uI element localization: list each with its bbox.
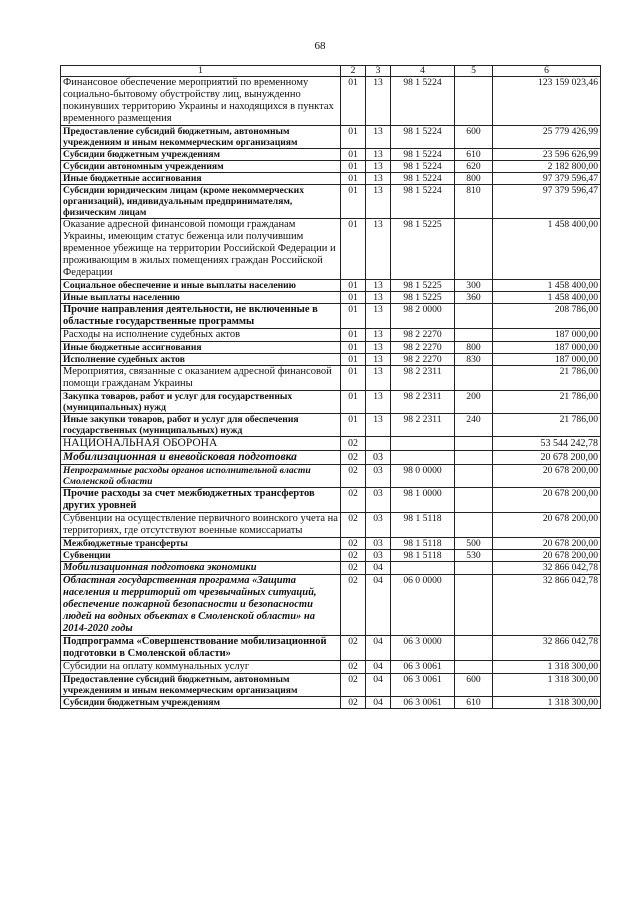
section-code-cell: 01 — [341, 304, 366, 329]
target-article-code-cell — [391, 437, 455, 451]
budget-table — [60, 65, 601, 709]
expense-type-code-cell: 810 — [455, 185, 493, 219]
subsection-code-cell: 13 — [366, 304, 391, 329]
expense-type-code-cell: 240 — [455, 414, 493, 437]
expense-type-code-cell — [455, 329, 493, 342]
row-name-cell: Финансовое обеспечение мероприятий по временному социально-бытовому обустройству лиц, вынужденно покинувших территорию Украины и находящихся в пунктах временного размещения — [61, 77, 341, 126]
row-name-cell: Субсидии на оплату коммунальных услуг — [61, 661, 341, 674]
amount-cell: 21 786,00 — [493, 366, 601, 391]
subsection-code-cell: 13 — [366, 391, 391, 414]
section-code-cell: 01 — [341, 219, 366, 280]
target-article-code-cell — [391, 451, 455, 465]
table-row — [61, 513, 601, 538]
section-code-cell: 01 — [341, 77, 366, 126]
subsection-code-cell: 13 — [366, 173, 391, 185]
row-name-cell: Социальное обеспечение и иные выплаты населению — [61, 280, 341, 292]
table-row — [61, 354, 601, 366]
row-name-cell: Субсидии бюджетным учреждениям — [61, 697, 341, 709]
row-name-cell: Расходы на исполнение судебных актов — [61, 329, 341, 342]
expense-type-code-cell — [455, 661, 493, 674]
table-row — [61, 465, 601, 488]
subsection-code-cell: 13 — [366, 185, 391, 219]
subsection-code-cell: 13 — [366, 280, 391, 292]
table-row — [61, 562, 601, 575]
column-header: 2 — [341, 66, 366, 77]
row-name-cell: НАЦИОНАЛЬНАЯ ОБОРОНА — [61, 437, 341, 451]
amount-cell: 1 318 300,00 — [493, 674, 601, 697]
table-row — [61, 366, 601, 391]
row-name-cell: Иные бюджетные ассигнования — [61, 173, 341, 185]
table-row — [61, 538, 601, 550]
table-header-row — [61, 66, 601, 77]
row-name-cell: Закупка товаров, работ и услуг для государственных (муниципальных) нужд — [61, 391, 341, 414]
table-row — [61, 149, 601, 161]
subsection-code-cell: 04 — [366, 575, 391, 636]
target-article-code-cell: 98 1 5224 — [391, 185, 455, 219]
target-article-code-cell: 06 0 0000 — [391, 575, 455, 636]
amount-cell: 25 779 426,99 — [493, 126, 601, 149]
section-code-cell: 01 — [341, 185, 366, 219]
subsection-code-cell: 04 — [366, 562, 391, 575]
row-name-cell: Иные закупки товаров, работ и услуг для обеспечения государственных (муниципальных) нужд — [61, 414, 341, 437]
amount-cell: 21 786,00 — [493, 414, 601, 437]
table-row — [61, 661, 601, 674]
table-row — [61, 173, 601, 185]
subsection-code-cell: 13 — [366, 366, 391, 391]
target-article-code-cell: 06 3 0000 — [391, 636, 455, 661]
table-row — [61, 342, 601, 354]
table-row — [61, 414, 601, 437]
subsection-code-cell: 13 — [366, 292, 391, 304]
subsection-code-cell: 04 — [366, 661, 391, 674]
table-row — [61, 550, 601, 562]
target-article-code-cell: 98 1 5225 — [391, 219, 455, 280]
amount-cell: 32 866 042,78 — [493, 636, 601, 661]
expense-type-code-cell — [455, 465, 493, 488]
section-code-cell: 01 — [341, 173, 366, 185]
section-code-cell: 01 — [341, 391, 366, 414]
target-article-code-cell: 98 1 5118 — [391, 513, 455, 538]
section-code-cell: 02 — [341, 697, 366, 709]
row-name-cell: Исполнение судебных актов — [61, 354, 341, 366]
subsection-code-cell: 03 — [366, 513, 391, 538]
target-article-code-cell: 98 2 2270 — [391, 354, 455, 366]
subsection-code-cell: 03 — [366, 538, 391, 550]
amount-cell: 20 678 200,00 — [493, 488, 601, 513]
subsection-code-cell: 13 — [366, 342, 391, 354]
expense-type-code-cell: 600 — [455, 674, 493, 697]
amount-cell: 187 000,00 — [493, 329, 601, 342]
expense-type-code-cell — [455, 219, 493, 280]
row-name-cell: Прочие направления деятельности, не включенные в областные государственные программы — [61, 304, 341, 329]
amount-cell: 20 678 200,00 — [493, 465, 601, 488]
target-article-code-cell: 98 1 5224 — [391, 126, 455, 149]
target-article-code-cell: 98 1 5224 — [391, 77, 455, 126]
row-name-cell: Мобилизационная подготовка экономики — [61, 562, 341, 575]
section-code-cell: 02 — [341, 575, 366, 636]
page-number: 68 — [314, 40, 326, 52]
target-article-code-cell: 98 2 2311 — [391, 391, 455, 414]
table-row — [61, 488, 601, 513]
subsection-code-cell: 13 — [366, 77, 391, 126]
amount-cell: 97 379 596,47 — [493, 173, 601, 185]
column-header: 6 — [493, 66, 601, 77]
expense-type-code-cell — [455, 513, 493, 538]
budget-table-body — [61, 66, 601, 709]
target-article-code-cell: 98 2 2311 — [391, 414, 455, 437]
amount-cell: 20 678 200,00 — [493, 513, 601, 538]
table-row — [61, 219, 601, 280]
expense-type-code-cell: 500 — [455, 538, 493, 550]
row-name-cell: Областная государственная программа «Защита населения и территорий от чрезвычайных ситуаций, обеспечение пожарной безопасности и безопасности людей на водных объектах в Смоленской области» на 2014-2020 годы — [61, 575, 341, 636]
expense-type-code-cell — [455, 437, 493, 451]
table-row — [61, 391, 601, 414]
column-header: 3 — [366, 66, 391, 77]
amount-cell: 1 458 400,00 — [493, 292, 601, 304]
target-article-code-cell: 98 1 5118 — [391, 538, 455, 550]
table-row — [61, 126, 601, 149]
subsection-code-cell — [366, 437, 391, 451]
target-article-code-cell: 98 1 5224 — [391, 149, 455, 161]
row-name-cell: Иные бюджетные ассигнования — [61, 342, 341, 354]
expense-type-code-cell — [455, 636, 493, 661]
section-code-cell: 02 — [341, 488, 366, 513]
target-article-code-cell: 98 1 5118 — [391, 550, 455, 562]
amount-cell: 32 866 042,78 — [493, 575, 601, 636]
expense-type-code-cell: 830 — [455, 354, 493, 366]
section-code-cell: 01 — [341, 342, 366, 354]
subsection-code-cell: 13 — [366, 329, 391, 342]
section-code-cell: 01 — [341, 354, 366, 366]
expense-type-code-cell: 800 — [455, 173, 493, 185]
expense-type-code-cell: 530 — [455, 550, 493, 562]
amount-cell: 1 458 400,00 — [493, 280, 601, 292]
section-code-cell: 01 — [341, 161, 366, 173]
target-article-code-cell: 06 3 0061 — [391, 674, 455, 697]
amount-cell: 1 458 400,00 — [493, 219, 601, 280]
table-row — [61, 437, 601, 451]
row-name-cell: Межбюджетные трансферты — [61, 538, 341, 550]
table-row — [61, 636, 601, 661]
amount-cell: 53 544 242,78 — [493, 437, 601, 451]
row-name-cell: Предоставление субсидий бюджетным, автономным учреждениям и иным некоммерческим организациям — [61, 126, 341, 149]
target-article-code-cell: 06 3 0061 — [391, 661, 455, 674]
section-code-cell: 01 — [341, 414, 366, 437]
expense-type-code-cell — [455, 562, 493, 575]
table-row — [61, 697, 601, 709]
table-row — [61, 674, 601, 697]
expense-type-code-cell — [455, 304, 493, 329]
amount-cell: 208 786,00 — [493, 304, 601, 329]
subsection-code-cell: 03 — [366, 451, 391, 465]
subsection-code-cell: 04 — [366, 697, 391, 709]
amount-cell: 1 318 300,00 — [493, 661, 601, 674]
expense-type-code-cell: 620 — [455, 161, 493, 173]
expense-type-code-cell — [455, 77, 493, 126]
subsection-code-cell: 03 — [366, 550, 391, 562]
table-row — [61, 161, 601, 173]
table-row — [61, 280, 601, 292]
row-name-cell: Прочие расходы за счет межбюджетных трансфертов других уровней — [61, 488, 341, 513]
amount-cell: 97 379 596,47 — [493, 185, 601, 219]
amount-cell: 23 596 626,99 — [493, 149, 601, 161]
target-article-code-cell — [391, 562, 455, 575]
row-name-cell: Непрограммные расходы органов исполнительной власти Смоленской области — [61, 465, 341, 488]
amount-cell: 1 318 300,00 — [493, 697, 601, 709]
section-code-cell: 02 — [341, 451, 366, 465]
expense-type-code-cell: 800 — [455, 342, 493, 354]
amount-cell: 187 000,00 — [493, 342, 601, 354]
expense-type-code-cell: 200 — [455, 391, 493, 414]
row-name-cell: Субсидии автономным учреждениям — [61, 161, 341, 173]
section-code-cell: 02 — [341, 437, 366, 451]
column-header: 5 — [455, 66, 493, 77]
amount-cell: 21 786,00 — [493, 391, 601, 414]
section-code-cell: 01 — [341, 149, 366, 161]
expense-type-code-cell: 610 — [455, 149, 493, 161]
expense-type-code-cell: 360 — [455, 292, 493, 304]
amount-cell: 123 159 023,46 — [493, 77, 601, 126]
section-code-cell: 01 — [341, 366, 366, 391]
subsection-code-cell: 13 — [366, 219, 391, 280]
target-article-code-cell: 98 1 5224 — [391, 173, 455, 185]
table-row — [61, 304, 601, 329]
section-code-cell: 02 — [341, 513, 366, 538]
subsection-code-cell: 13 — [366, 414, 391, 437]
subsection-code-cell: 13 — [366, 161, 391, 173]
target-article-code-cell: 06 3 0061 — [391, 697, 455, 709]
table-row — [61, 185, 601, 219]
section-code-cell: 02 — [341, 538, 366, 550]
amount-cell: 187 000,00 — [493, 354, 601, 366]
expense-type-code-cell: 610 — [455, 697, 493, 709]
row-name-cell: Мероприятия, связанные с оказанием адресной финансовой помощи гражданам Украины — [61, 366, 341, 391]
row-name-cell: Субсидии юридическим лицам (кроме некоммерческих организаций), индивидуальным предпринимателям, физическим лицам — [61, 185, 341, 219]
expense-type-code-cell: 600 — [455, 126, 493, 149]
expense-type-code-cell — [455, 488, 493, 513]
row-name-cell: Подпрограмма «Совершенствование мобилизационной подготовки в Смоленской области» — [61, 636, 341, 661]
amount-cell: 2 182 800,00 — [493, 161, 601, 173]
amount-cell: 20 678 200,00 — [493, 451, 601, 465]
target-article-code-cell: 98 2 2270 — [391, 329, 455, 342]
subsection-code-cell: 03 — [366, 465, 391, 488]
section-code-cell: 01 — [341, 126, 366, 149]
expense-type-code-cell: 300 — [455, 280, 493, 292]
target-article-code-cell: 98 2 0000 — [391, 304, 455, 329]
table-row — [61, 292, 601, 304]
table-row — [61, 329, 601, 342]
section-code-cell: 02 — [341, 661, 366, 674]
column-header: 4 — [391, 66, 455, 77]
section-code-cell: 02 — [341, 562, 366, 575]
amount-cell: 20 678 200,00 — [493, 550, 601, 562]
target-article-code-cell: 98 1 5224 — [391, 161, 455, 173]
row-name-cell: Субвенции — [61, 550, 341, 562]
subsection-code-cell: 03 — [366, 488, 391, 513]
table-row — [61, 451, 601, 465]
target-article-code-cell: 98 2 2311 — [391, 366, 455, 391]
amount-cell: 20 678 200,00 — [493, 538, 601, 550]
expense-type-code-cell — [455, 451, 493, 465]
amount-cell: 32 866 042,78 — [493, 562, 601, 575]
row-name-cell: Иные выплаты населению — [61, 292, 341, 304]
target-article-code-cell: 98 1 0000 — [391, 488, 455, 513]
target-article-code-cell: 98 1 5225 — [391, 280, 455, 292]
section-code-cell: 01 — [341, 280, 366, 292]
section-code-cell: 01 — [341, 329, 366, 342]
expense-type-code-cell — [455, 575, 493, 636]
subsection-code-cell: 13 — [366, 354, 391, 366]
subsection-code-cell: 13 — [366, 126, 391, 149]
section-code-cell: 02 — [341, 465, 366, 488]
target-article-code-cell: 98 1 5225 — [391, 292, 455, 304]
expense-type-code-cell — [455, 366, 493, 391]
section-code-cell: 02 — [341, 636, 366, 661]
row-name-cell: Мобилизационная и вневойсковая подготовка — [61, 451, 341, 465]
column-header: 1 — [61, 66, 341, 77]
subsection-code-cell: 04 — [366, 636, 391, 661]
subsection-code-cell: 04 — [366, 674, 391, 697]
target-article-code-cell: 98 0 0000 — [391, 465, 455, 488]
target-article-code-cell: 98 2 2270 — [391, 342, 455, 354]
table-row — [61, 77, 601, 126]
section-code-cell: 02 — [341, 550, 366, 562]
subsection-code-cell: 13 — [366, 149, 391, 161]
table-row — [61, 575, 601, 636]
row-name-cell: Предоставление субсидий бюджетным, автономным учреждениям и иным некоммерческим организациям — [61, 674, 341, 697]
row-name-cell: Оказание адресной финансовой помощи гражданам Украины, имеющим статус беженца или получившим временное убежище на территории Российской Федерации и проживающим в жилых помещениях граждан Российской Федерации — [61, 219, 341, 280]
section-code-cell: 02 — [341, 674, 366, 697]
row-name-cell: Субсидии бюджетным учреждениям — [61, 149, 341, 161]
row-name-cell: Субвенции на осуществление первичного воинского учета на территориях, где отсутствуют военные комиссариаты — [61, 513, 341, 538]
section-code-cell: 01 — [341, 292, 366, 304]
